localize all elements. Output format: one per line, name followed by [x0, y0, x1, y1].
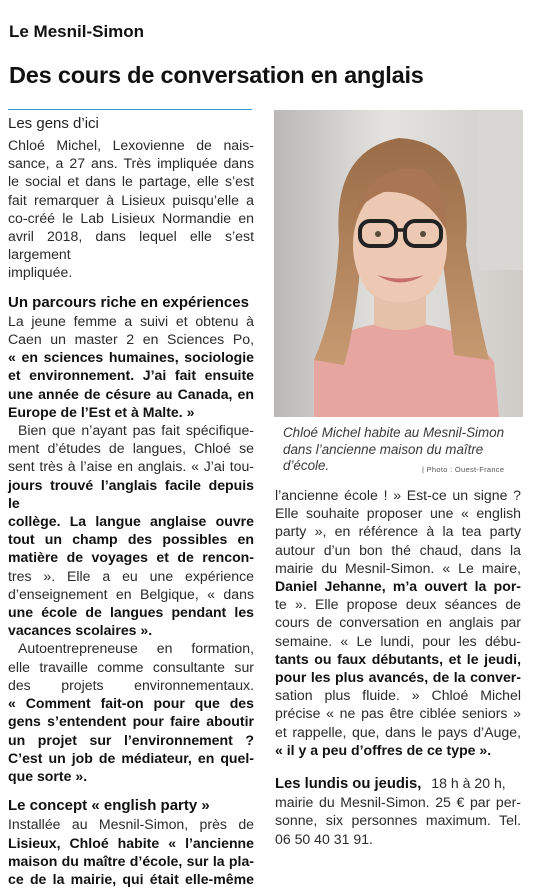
quote-line: jours trouvé l’anglais facile depuis le [8, 476, 254, 511]
text-line: tres ». Elle a eu une expérience [8, 567, 254, 584]
rubric-divider [8, 109, 252, 110]
text-line: elle travaille comme consultante sur [8, 658, 254, 675]
practical-hours: 18 h à 20 h, [431, 775, 506, 792]
text-line: autour d’un bon thé chaud, dans la [275, 541, 521, 558]
text-line: impliquée. [8, 264, 73, 281]
text-line: d’enseignement en Belgique, « dans [8, 585, 254, 602]
text-line: sation plus fluide. » Chloé Michel [275, 687, 521, 704]
text-line: Bien que n’ayant pas fait spécifique- [18, 422, 254, 439]
quote-line: tants ou faux débutants, et le jeudi, [275, 650, 521, 667]
text-line: Chloé Michel, Lexovienne de nais- [8, 137, 254, 153]
text-line: mairie du Mesnil-Simon. « Le maire, [275, 559, 521, 576]
practical-info [275, 774, 521, 848]
quote-line: « il y a peu d’offres de ce type ». [275, 741, 492, 758]
quote-line: que sorte ». [8, 767, 88, 784]
quote-line: Daniel Jehanne, m’a ouvert la por- [275, 578, 521, 595]
text-line: sent très à l’aise en anglais. « J’ai tou- [8, 458, 254, 475]
practical-first-line [275, 774, 521, 793]
right-column [275, 486, 521, 848]
quote-line: une école de langues pendant les [8, 604, 254, 621]
left-column [8, 136, 254, 888]
text-line: l’ancienne école ! » Est-ce un signe ? [275, 487, 521, 503]
text-line: fait remarquer à Lisieux puisqu’elle a [8, 191, 254, 208]
section-heading-concept: Le concept « english party » [8, 797, 210, 815]
quote-line: maison du maître d’école, sur la pla- [8, 852, 254, 869]
body-paragraph [275, 486, 521, 759]
portrait-photo [274, 110, 523, 417]
quote-line: vacances scolaires ». [8, 622, 153, 639]
location-label: Le Mesnil-Simon [9, 22, 145, 41]
quote-line: Lisieux, Chloé habite « l’ancienne [8, 834, 254, 851]
photo-caption: Chloé Michel habite au Mesnil-Simon dans l’ancienne maison du maître d’école. [283, 425, 505, 473]
quote-line: pour les plus avancés, de la conver- [275, 669, 521, 686]
text-line: cours de conversation en anglais par [275, 614, 521, 631]
text-line: le social et dans le partage, elle s’est [8, 173, 254, 190]
quote-line: ce de la mairie, qui était elle-même [8, 870, 254, 887]
text-line: Installée au Mesnil-Simon, près de [8, 816, 254, 833]
phone-number: 06 50 40 31 91. [275, 830, 373, 847]
intro-paragraph [8, 136, 254, 282]
text-line: ment d’études de langues, Chloé se [8, 440, 254, 457]
body-paragraph [8, 815, 254, 888]
text-line: te ». Elle propose deux séances de [275, 596, 521, 613]
body-paragraph [8, 312, 254, 785]
quote-line: une année de césure au Canada, en [8, 385, 254, 402]
text-line: co-créé le Lab Lisieux Normandie en [8, 209, 254, 226]
quote-line: Europe de l’Est et à Malte. » [8, 403, 195, 420]
text-line: et rappelle, que, dans le pays d’Auge, [275, 723, 521, 740]
rubric-label: Les gens d’ici [8, 115, 99, 132]
quote-line: un projet sur l’environnement ? [8, 731, 254, 748]
text-line: précise « ne pas être ciblée seniors » [275, 705, 521, 722]
practical-lead: Les lundis ou jeudis, [275, 776, 422, 793]
text-line: Elle souhaite proposer une « english [275, 505, 521, 522]
text-line: Caen un master 2 en Sciences Po, [8, 331, 254, 348]
photo-credit: | Photo : Ouest-France [422, 465, 505, 474]
quote-line: collège. La langue anglaise ouvre [8, 513, 254, 530]
text-line: Autoentrepreneuse en formation, [18, 640, 254, 657]
text-line: semaine. « Le lundi, pour les débu- [275, 632, 521, 649]
headline: Des cours de conversation en anglais [9, 62, 424, 88]
portrait-illustration [274, 110, 523, 417]
quote-line: et environnement. J’ai fait ensuite [8, 367, 254, 384]
text-line: La jeune femme a suivi et obtenu à [8, 312, 254, 329]
text-line: avril 2018, dans lequel elle s’est largement [8, 228, 254, 263]
quote-line: C’est un job de médiateur, en quel- [8, 749, 254, 766]
text-line: des projets environnementaux. [8, 676, 254, 693]
quote-line: « en sciences humaines, sociologie [8, 349, 254, 366]
text-line: party », en référence à la tea party [275, 523, 521, 540]
quote-line: « Comment fait-on pour que des [8, 695, 254, 712]
text-line: sance, a 27 ans. Très impliquée dans [8, 155, 254, 172]
section-heading-parcours: Un parcours riche en expériences [8, 293, 249, 311]
quote-line: tout un champ des possibles en [8, 531, 254, 548]
text-line: mairie du Mesnil-Simon. 25 € par per- [275, 794, 521, 811]
text-line: sonne, six personnes maximum. Tel. [275, 812, 521, 829]
quote-line: matière de voyages et de rencon- [8, 549, 254, 566]
quote-line: gens s’entendent pour faire aboutir [8, 713, 254, 730]
